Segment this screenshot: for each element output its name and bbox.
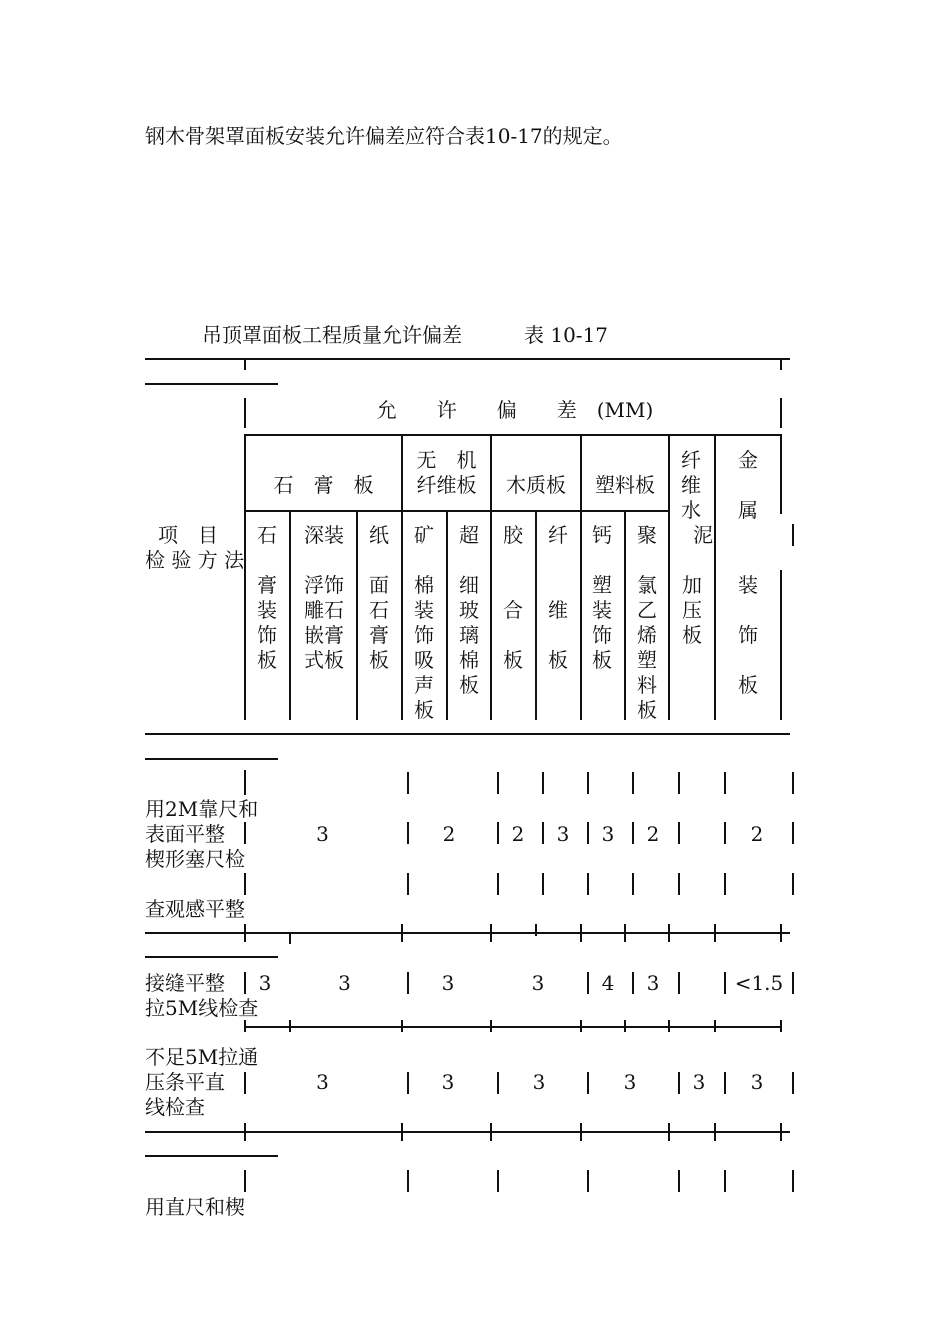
row-item: 表面平整 <box>145 822 225 846</box>
cell-pvc: 2 <box>646 822 660 846</box>
row-method-line: 不足5M拉通 <box>145 1045 259 1069</box>
table-caption: 吊顶罩面板工程质量允许偏差 <box>202 323 462 347</box>
cell-metal: 2 <box>750 822 764 846</box>
cell-fiber-cement: 3 <box>692 1070 706 1094</box>
cell-plywood: 2 <box>511 822 525 846</box>
row-method-line: 拉5M线检查 <box>145 996 259 1020</box>
group-inorganic-line1: 无 机 <box>416 448 477 472</box>
row-item: 压条平直 <box>145 1070 225 1094</box>
cell-fiberboard: 3 <box>556 822 570 846</box>
group-gypsum: 石 膏 板 <box>273 473 374 497</box>
group-wood: 木质板 <box>506 473 566 497</box>
cell-gypsum: 3 <box>316 1070 329 1094</box>
table-number: 表 10-17 <box>524 323 609 347</box>
cell-plastic: 3 <box>623 1070 637 1094</box>
header-allowance: 允 许 偏 差 (MM) <box>376 398 654 422</box>
intro-text: 钢木骨架罩面板安装允许偏差应符合表10-17的规定。 <box>145 124 623 148</box>
cell-pvc: 3 <box>646 971 660 995</box>
row-method-line: 线检查 <box>145 1095 205 1119</box>
cell-inorganic: 3 <box>441 971 455 995</box>
row-method-line: 用2M靠尺和 <box>145 797 259 821</box>
method-column-header: 检 验 方 法 <box>145 548 245 572</box>
row-method-line: 楔形塞尺检 <box>145 847 245 871</box>
cell-gypsum: 3 <box>316 822 329 846</box>
group-plastic: 塑料板 <box>595 473 655 497</box>
row-method-line: 用直尺和楔 <box>145 1195 245 1219</box>
row-method-line: 查观感平整 <box>145 897 245 921</box>
cell-inorganic: 3 <box>441 1070 455 1094</box>
cell-inorganic: 2 <box>442 822 456 846</box>
cell-gypsum-decorative: 3 <box>258 971 272 995</box>
group-inorganic-line2: 纤维板 <box>416 473 477 497</box>
item-column-header: 项 目 <box>158 523 218 547</box>
cell-metal: 3 <box>750 1070 764 1094</box>
cell-wood: 3 <box>532 1070 546 1094</box>
cell-calcium-plastic: 3 <box>601 822 615 846</box>
cell-gypsum-other: 3 <box>338 971 351 995</box>
cell-calcium-plastic: 4 <box>601 971 615 995</box>
row-item: 接缝平整 <box>145 971 225 995</box>
cell-metal: <1.5 <box>734 971 784 995</box>
cell-wood: 3 <box>531 971 545 995</box>
